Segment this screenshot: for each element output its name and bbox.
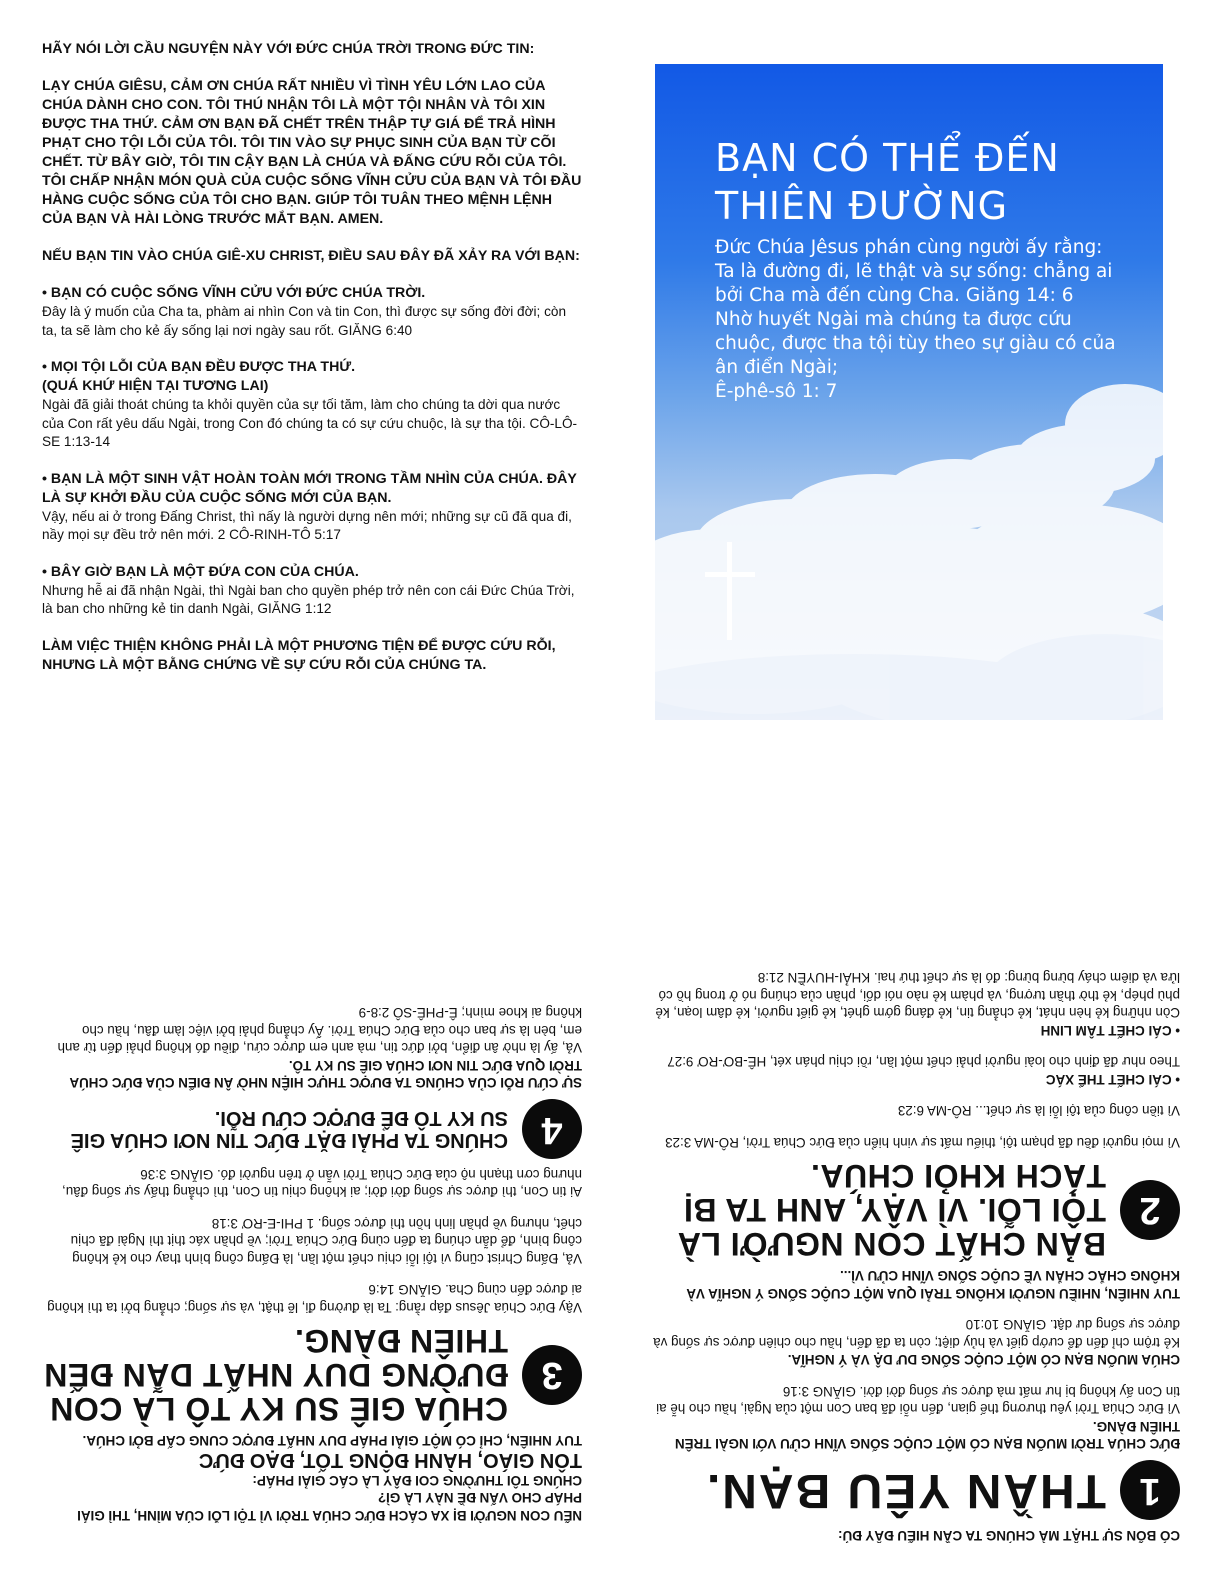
point-child-of-god [42, 563, 582, 619]
section-2-heading [640, 1159, 1180, 1261]
solution-note: TUY NHIÊN, CHỈ CÓ MỘT GIẢI PHÁP DUY NHẤT ĐƯỢC CUNG CẤP BỞI CHÚA. [82, 1433, 582, 1449]
section-verse: Vả, ấy là nhờ ân điển, bởi đức tin, mà anh em được cứu, điều đó không phải đến từ anh em, bèn là sự ban cho của Đức Chúa Trời. Ấy chẳng phải bởi việc làm đâu, hầu cho không ai khoe mình; Ê-PHÊ-SÔ 2:8-9 [57, 1005, 582, 1056]
solution-options: TÔN GIÁO, HÀNH ĐỘNG TỐT, ĐẠO ĐỨC [198, 1449, 582, 1472]
number-badge: 2 [1120, 1180, 1180, 1240]
number-badge: 3 [522, 1345, 582, 1405]
point-heading: • MỌI TỘI LỖI CỦA BẠN ĐỀU ĐƯỢC THA THỨ. [42, 359, 356, 375]
prayer-text: LẠY CHÚA GIÊSU, CẢM ƠN CHÚA RẤT NHIỀU VÌ TÌNH YÊU LỚN LAO CỦA CHÚA DÀNH CHO CON. TÔI THÚ NHẬN TÔI LÀ MỘT TỘI NHÂN VÀ TÔI XIN ĐƯỢC THA THỨ. CẢM ƠN BẠN ĐÃ CHẾT TRÊN THẬP TỰ GIÁ ĐỂ TRẢ HÌNH PHẠT CHO TỘI LỖI CỦA TÔI. TÔI TIN VÀO SỰ PHỤC SINH CỦA BẠN TỪ CÕI CHẾT. TỪ BÂY GIỜ, TÔI TIN CẬY BẠN LÀ CHÚA VÀ ĐẤNG CỨU RỖI CỦA TÔI. TÔI CHẤP NHẬN MÓN QUÀ CỦA CUỘC SỐNG VĨNH CỬU CỦA BẠN VÀ TÔI ĐẦU HÀNG CUỘC SỐNG CỦA TÔI CHO BẠN. GIÚP TÔI TUÂN THEO MỆNH LỆNH CỦA BẠN VÀ HÀI LÒNG TRƯỚC MẮT BẠN. AMEN. [42, 78, 582, 227]
cover-verse-2-ref: Ê-phê-sô 1: 7 [715, 381, 838, 402]
section-verse: Vì tiền công của tội lỗi là sự chết... RÔ-MA 6:23 [897, 1103, 1180, 1119]
section-note: TUY NHIÊN, NHIỀU NGƯỜI KHÔNG TRẢI QUA MỘT CUỘC SỐNG Ý NGHĨA VÀ KHÔNG CHẮC CHẮN VỀ CUỘC SỐNG VĨNH CỬU VÌ... [686, 1268, 1180, 1301]
cover-panel [655, 64, 1163, 720]
death-heading: • CÁI CHẾT TÂM LINH [1040, 1023, 1180, 1038]
cover-title: BẠN CÓ THỂ ĐẾN THIÊN ĐƯỜNG [715, 136, 1060, 228]
prayer-intro: HÃY NÓI LỜI CẦU NGUYỆN NÀY VỚI ĐỨC CHÚA TRỜI TRONG ĐỨC TIN: [42, 41, 535, 57]
cover-verse-2: Nhờ huyết Ngài mà chúng ta được cứu chuộc, được tha tội tùy theo sự giàu có của ân điển Ngài; [715, 309, 1116, 378]
section-verse: Vậy Đức Chúa Jêsus đáp rằng: Ta là đường đi, lẽ thật, và sự sống; chẳng bởi ta thì không ai được đến cùng Cha. GIĂNG 14:6 [47, 1282, 582, 1315]
four-truths-intro: CÓ BỐN SỰ THẬT MÀ CHÚNG TA CẦN HIỂU ĐÂY ĐỦ: [838, 1528, 1180, 1543]
point-heading: • BẠN CÓ CUỘC SỐNG VĨNH CỬU VỚI ĐỨC CHÚA TRỜI. [42, 285, 426, 301]
point-forgiven [42, 358, 582, 452]
number-badge: 1 [1120, 1461, 1180, 1521]
section-verse: Vả, Đấng Christ cũng vì tội lỗi chịu chết một lần, là Đấng công bình thay cho kẻ không công bình, để dẫn chúng ta đến cùng Đức Chúa Trời; về phần xác thịt thì Ngài đã chịu chết, nhưng về phần linh hồn thì được sống. 1 PHI-E-RƠ 3:18 [70, 1216, 582, 1266]
cover-verse-1: Đức Chúa Jêsus phán cùng người ấy rằng: Ta là đường đi, lẽ thật và sự sống: chẳng ai bởi Cha mà đến cùng Cha. Giăng 14: 6 [715, 237, 1113, 306]
section-3-heading [42, 1324, 582, 1426]
section-4-heading [42, 1100, 582, 1160]
section-subheading: SỰ CỨU RỖI CỦA CHÚNG TA ĐƯỢC THỰC HIỆN NHỜ ÂN ĐIỂN CỦA ĐỨC CHÚA TRỜI QUA ĐỨC TIN NƠI CHÚA GIÊ SU KY TÔ. [69, 1058, 582, 1091]
point-body: Vậy, nếu ai ở trong Đấng Christ, thì nấy là người dựng nên mới; những sự cũ đã qua đi, nầy mọi sự đều trở nên mới. 2 CÔ-RINH-TÔ 5:17 [42, 508, 572, 542]
solution-intro: CHÚNG TÔI THƯỜNG COI ĐÂY LÀ CÁC GIẢI PHÁP: [252, 1473, 582, 1488]
cover-verses [715, 236, 1125, 404]
death-text: Theo như đã định cho loài người phải chết một lần, rồi chịu phán xét, HÊ-BƠ-RƠ 9:27 [667, 1054, 1180, 1070]
point-body: Ngài đã giải thoát chúng ta khỏi quyền của sự tối tăm, làm cho chúng ta dời qua nước của Con rất yêu dấu Ngài, trong Con đó chúng ta có sự cứu chuộc, là sự tha tội. CÔ-LÔ-SE 1:13-14 [42, 397, 578, 449]
believe-heading: NẾU BẠN TIN VÀO CHÚA GIÊ-XU CHRIST, ĐIỀU SAU ĐÂY ĐÃ XẢY RA VỚI BẠN: [42, 248, 580, 264]
section-verse: Ai tin Con, thì được sự sống đời đời; ai không chịu tin Con, thì chẳng thấy sự sống đâu, nhưng cơn thạnh nộ của Đức Chúa Trời vẫn ở trên người đó. GIĂNG 3:36 [62, 1167, 582, 1200]
solution-question: NẾU CON NGƯỜI BỊ XA CÁCH ĐỨC CHÚA TRỜI VÌ TỘI LỖI CỦA MÌNH, THÌ GIẢI PHÁP CHO VẤN ĐỀ NÀY LÀ GÌ? [77, 1490, 582, 1523]
section-1-heading [640, 1461, 1180, 1521]
section-subheading: CHÚA MUỐN BẠN CÓ MỘT CUỘC SỐNG DƯ DẬ VÀ Ý NGHĨA. [787, 1352, 1180, 1368]
section-verse: Vì mọi người đều đã phạm tội, thiếu mất sự vinh hiển của Đức Chúa Trời, RÔ-MA 3:23 [665, 1135, 1180, 1150]
death-text: Còn những kẻ hèn nhát, kẻ chẳng tin, kẻ đáng gớm ghét, kẻ giết người, kẻ dâm loạn, kẻ phù phép, kẻ thờ thần tượng, và phàm kẻ nào nói dối, phần của chúng nó ở trong hồ có lửa và diêm cháy bừng bừng: đó là sự chết thứ hai. KHẢI-HUYỀN 21:8 [655, 970, 1180, 1021]
section-title: BẢN CHẤT CON NGƯỜI LÀ TỘI LỖI. VÌ VẬY, ANH TA BỊ TÁCH KHỎI CHÚA. [677, 1158, 1106, 1262]
section-subheading: ĐỨC CHÚA TRỜI MUỐN BẠN CÓ MỘT CUỘC SỐNG VĨNH CỬU VỚI NGÀI TRÊN THIÊN ĐÀNG. [674, 1419, 1180, 1452]
section-title: THẦN YÊU BẠN. [704, 1464, 1106, 1518]
section-title: CHÚNG TA PHẢI ĐẶT ĐỨC TIN NƠI CHÚA GIÊ SU KY TÔ ĐỂ ĐƯỢC CỨU RỖI. [70, 1107, 508, 1152]
number-badge: 4 [522, 1100, 582, 1160]
section-verse: Vì Đức Chúa Trời yêu thương thế gian, đến nỗi đã ban Con một của Ngài, hầu cho hễ ai tin Con ấy không bị hư mất mà được sự sống đời đời. GIĂNG 3:16 [656, 1384, 1180, 1417]
point-eternal-life [42, 284, 582, 340]
point-heading: • BÂY GIỜ BẠN LÀ MỘT ĐỨA CON CỦA CHÚA. [42, 563, 359, 580]
truths-panel-right [640, 820, 1180, 1544]
section-verse: Kẻ trộm chỉ đến để cướp giết và hủy diệt; còn ta đã đến, hầu cho chiên được sự sống và được sự sống dư dật. GIĂNG 10:10 [653, 1317, 1180, 1350]
point-heading: • BẠN LÀ MỘT SINH VẬT HOÀN TOÀN MỚI TRONG TẦM NHÌN CỦA CHÚA. ĐÂY LÀ SỰ KHỞI ĐẦU CỦA CUỘC SỐNG MỚI CỦA BẠN. [42, 470, 577, 506]
prayer-panel [42, 40, 582, 675]
closing-statement: LÀM VIỆC THIỆN KHÔNG PHẢI LÀ MỘT PHƯƠNG TIỆN ĐỂ ĐƯỢC CỨU RỖI, NHƯNG LÀ MỘT BẰNG CHỨNG VỀ SỰ CỨU RỖI CỦA CHÚNG TA. [42, 637, 556, 673]
death-heading: • CÁI CHẾT THỂ XÁC [1045, 1072, 1180, 1087]
section-title: CHÚA GIÊ SU KY TÔ LÀ CON ĐƯỜNG DUY NHẤT DẪN ĐẾN THIÊN ĐÀNG. [43, 1323, 508, 1427]
point-new-creation [42, 470, 582, 545]
point-body: Nhưng hễ ai đã nhận Ngài, thì Ngài ban cho quyền phép trở nên con cái Đức Chúa Trời, là ban cho những kẻ tin danh Ngài, GIĂNG 1:12 [42, 582, 575, 616]
truths-panel-left [42, 852, 582, 1524]
point-subheading: (QUÁ KHỨ HIỆN TẠI TƯƠNG LAI) [42, 378, 269, 394]
cross-icon [703, 542, 759, 642]
point-body: Đây là ý muốn của Cha ta, phàm ai nhìn Con và tin Con, thì được sự sống đời đời; còn ta, ta sẽ làm cho kẻ ấy sống lại nơi ngày sau rốt. GIĂNG 6:40 [42, 304, 567, 338]
